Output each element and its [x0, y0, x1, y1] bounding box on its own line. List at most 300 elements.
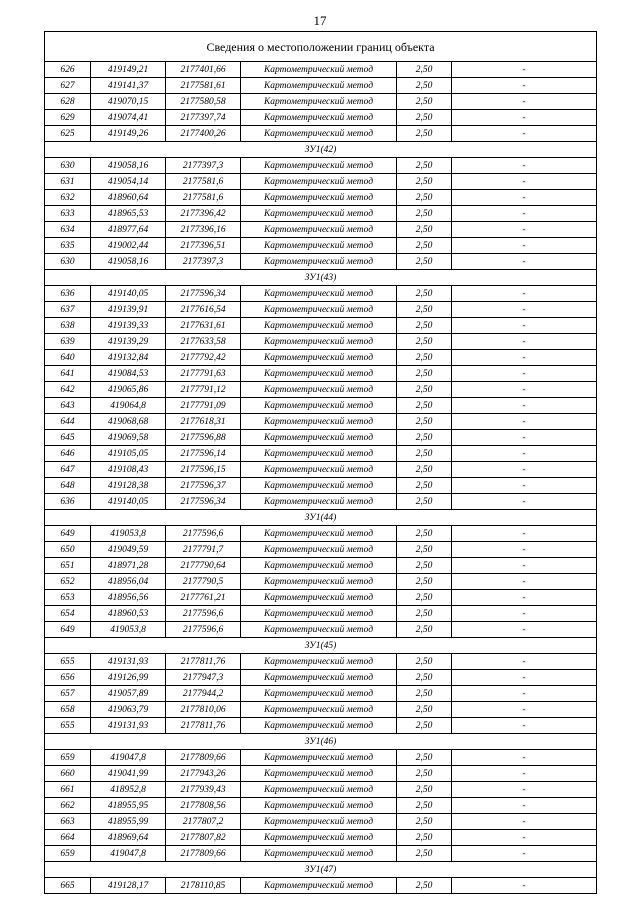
- table-row: [45, 254, 597, 270]
- point-number-cell: 656: [45, 670, 91, 686]
- method-cell: Картометрический метод: [241, 478, 397, 494]
- x-coordinate-cell: 418977,64: [91, 222, 166, 238]
- point-number-cell: 633: [45, 206, 91, 222]
- method-cell: Картометрический метод: [241, 718, 397, 734]
- section-row: [45, 142, 597, 158]
- y-coordinate-cell: 2177397,3: [166, 158, 241, 174]
- x-coordinate-cell: 419105,05: [91, 446, 166, 462]
- point-number-cell: 647: [45, 462, 91, 478]
- table-row: [45, 430, 597, 446]
- note-cell: -: [452, 686, 597, 702]
- x-coordinate-cell: 419065,86: [91, 382, 166, 398]
- table-row: [45, 110, 597, 126]
- x-coordinate-cell: 419128,17: [91, 878, 166, 894]
- x-coordinate-cell: 418971,28: [91, 558, 166, 574]
- table-row: [45, 238, 597, 254]
- x-coordinate-cell: 418955,99: [91, 814, 166, 830]
- accuracy-cell: 2,50: [397, 334, 452, 350]
- table-row: [45, 302, 597, 318]
- point-number-cell: 648: [45, 478, 91, 494]
- x-coordinate-cell: 418960,64: [91, 190, 166, 206]
- table-row: [45, 62, 597, 78]
- table-row: [45, 190, 597, 206]
- point-number-cell: 651: [45, 558, 91, 574]
- method-cell: Картометрический метод: [241, 462, 397, 478]
- method-cell: Картометрический метод: [241, 494, 397, 510]
- method-cell: Картометрический метод: [241, 334, 397, 350]
- accuracy-cell: 2,50: [397, 126, 452, 142]
- accuracy-cell: 2,50: [397, 654, 452, 670]
- accuracy-cell: 2,50: [397, 686, 452, 702]
- x-coordinate-cell: 419053,8: [91, 622, 166, 638]
- y-coordinate-cell: 2177581,6: [166, 190, 241, 206]
- method-cell: Картометрический метод: [241, 590, 397, 606]
- y-coordinate-cell: 2177596,34: [166, 494, 241, 510]
- point-number-cell: 641: [45, 366, 91, 382]
- table-row: [45, 174, 597, 190]
- point-number-cell: 634: [45, 222, 91, 238]
- x-coordinate-cell: 419139,91: [91, 302, 166, 318]
- method-cell: Картометрический метод: [241, 798, 397, 814]
- method-cell: Картометрический метод: [241, 654, 397, 670]
- accuracy-cell: 2,50: [397, 110, 452, 126]
- table-row: [45, 318, 597, 334]
- method-cell: Картометрический метод: [241, 318, 397, 334]
- table-title-row: [45, 32, 597, 62]
- note-cell: -: [452, 606, 597, 622]
- accuracy-cell: 2,50: [397, 622, 452, 638]
- x-coordinate-cell: 418969,64: [91, 830, 166, 846]
- method-cell: Картометрический метод: [241, 190, 397, 206]
- x-coordinate-cell: 419049,59: [91, 542, 166, 558]
- note-cell: -: [452, 798, 597, 814]
- y-coordinate-cell: 2177580,58: [166, 94, 241, 110]
- accuracy-cell: 2,50: [397, 62, 452, 78]
- y-coordinate-cell: 2177396,51: [166, 238, 241, 254]
- note-cell: -: [452, 430, 597, 446]
- table-row: [45, 366, 597, 382]
- y-coordinate-cell: 2177397,74: [166, 110, 241, 126]
- point-number-cell: 649: [45, 622, 91, 638]
- note-cell: -: [452, 558, 597, 574]
- note-cell: -: [452, 494, 597, 510]
- accuracy-cell: 2,50: [397, 846, 452, 862]
- point-number-cell: 636: [45, 494, 91, 510]
- point-number-cell: 625: [45, 126, 91, 142]
- accuracy-cell: 2,50: [397, 830, 452, 846]
- point-number-cell: 649: [45, 526, 91, 542]
- method-cell: Картометрический метод: [241, 78, 397, 94]
- y-coordinate-cell: 2177631,61: [166, 318, 241, 334]
- note-cell: -: [452, 830, 597, 846]
- point-number-cell: 646: [45, 446, 91, 462]
- table-row: [45, 558, 597, 574]
- table-row: [45, 766, 597, 782]
- table-row: [45, 750, 597, 766]
- method-cell: Картометрический метод: [241, 286, 397, 302]
- y-coordinate-cell: 2177596,37: [166, 478, 241, 494]
- point-number-cell: 631: [45, 174, 91, 190]
- page-number: 17: [313, 13, 327, 28]
- y-coordinate-cell: 2177947,3: [166, 670, 241, 686]
- x-coordinate-cell: 419053,8: [91, 526, 166, 542]
- y-coordinate-cell: 2177811,76: [166, 654, 241, 670]
- accuracy-cell: 2,50: [397, 190, 452, 206]
- y-coordinate-cell: 2177790,64: [166, 558, 241, 574]
- point-number-cell: 659: [45, 846, 91, 862]
- accuracy-cell: 2,50: [397, 238, 452, 254]
- accuracy-cell: 2,50: [397, 478, 452, 494]
- point-number-cell: 655: [45, 654, 91, 670]
- section-label: ЗУ1(47): [45, 862, 597, 878]
- method-cell: Картометрический метод: [241, 110, 397, 126]
- note-cell: -: [452, 318, 597, 334]
- accuracy-cell: 2,50: [397, 430, 452, 446]
- note-cell: -: [452, 542, 597, 558]
- point-number-cell: 654: [45, 606, 91, 622]
- accuracy-cell: 2,50: [397, 382, 452, 398]
- method-cell: Картометрический метод: [241, 830, 397, 846]
- accuracy-cell: 2,50: [397, 446, 452, 462]
- note-cell: -: [452, 126, 597, 142]
- point-number-cell: 660: [45, 766, 91, 782]
- accuracy-cell: 2,50: [397, 398, 452, 414]
- table-row: [45, 670, 597, 686]
- note-cell: -: [452, 206, 597, 222]
- table-row: [45, 526, 597, 542]
- table-row: [45, 782, 597, 798]
- table-row: [45, 542, 597, 558]
- x-coordinate-cell: 418956,04: [91, 574, 166, 590]
- point-number-cell: 659: [45, 750, 91, 766]
- y-coordinate-cell: 2177596,34: [166, 286, 241, 302]
- accuracy-cell: 2,50: [397, 526, 452, 542]
- point-number-cell: 637: [45, 302, 91, 318]
- section-label: ЗУ1(44): [45, 510, 597, 526]
- x-coordinate-cell: 419070,15: [91, 94, 166, 110]
- y-coordinate-cell: 2177807,82: [166, 830, 241, 846]
- section-row: [45, 510, 597, 526]
- table-row: [45, 350, 597, 366]
- y-coordinate-cell: 2177809,66: [166, 846, 241, 862]
- table-row: [45, 334, 597, 350]
- x-coordinate-cell: 419064,8: [91, 398, 166, 414]
- x-coordinate-cell: 419084,53: [91, 366, 166, 382]
- accuracy-cell: 2,50: [397, 814, 452, 830]
- y-coordinate-cell: 2177616,54: [166, 302, 241, 318]
- y-coordinate-cell: 2177791,63: [166, 366, 241, 382]
- note-cell: -: [452, 878, 597, 894]
- x-coordinate-cell: 419068,68: [91, 414, 166, 430]
- accuracy-cell: 2,50: [397, 318, 452, 334]
- y-coordinate-cell: 2177618,31: [166, 414, 241, 430]
- point-number-cell: 636: [45, 286, 91, 302]
- table-row: [45, 622, 597, 638]
- note-cell: -: [452, 622, 597, 638]
- section-label: ЗУ1(43): [45, 270, 597, 286]
- x-coordinate-cell: 419140,05: [91, 494, 166, 510]
- point-number-cell: 638: [45, 318, 91, 334]
- point-number-cell: 657: [45, 686, 91, 702]
- y-coordinate-cell: 2177807,2: [166, 814, 241, 830]
- x-coordinate-cell: 419139,29: [91, 334, 166, 350]
- method-cell: Картометрический метод: [241, 526, 397, 542]
- point-number-cell: 629: [45, 110, 91, 126]
- note-cell: -: [452, 718, 597, 734]
- note-cell: -: [452, 526, 597, 542]
- table-row: [45, 78, 597, 94]
- x-coordinate-cell: 419058,16: [91, 158, 166, 174]
- note-cell: -: [452, 750, 597, 766]
- y-coordinate-cell: 2177791,7: [166, 542, 241, 558]
- accuracy-cell: 2,50: [397, 766, 452, 782]
- y-coordinate-cell: 2177596,6: [166, 606, 241, 622]
- note-cell: -: [452, 302, 597, 318]
- table-row: [45, 478, 597, 494]
- point-number-cell: 658: [45, 702, 91, 718]
- y-coordinate-cell: 2177581,6: [166, 174, 241, 190]
- note-cell: -: [452, 334, 597, 350]
- x-coordinate-cell: 419054,14: [91, 174, 166, 190]
- accuracy-cell: 2,50: [397, 542, 452, 558]
- accuracy-cell: 2,50: [397, 254, 452, 270]
- y-coordinate-cell: 2177581,61: [166, 78, 241, 94]
- note-cell: -: [452, 350, 597, 366]
- section-label: ЗУ1(45): [45, 638, 597, 654]
- point-number-cell: 661: [45, 782, 91, 798]
- accuracy-cell: 2,50: [397, 174, 452, 190]
- y-coordinate-cell: 2177397,3: [166, 254, 241, 270]
- method-cell: Картометрический метод: [241, 222, 397, 238]
- table-row: [45, 702, 597, 718]
- note-cell: -: [452, 414, 597, 430]
- x-coordinate-cell: 418952,8: [91, 782, 166, 798]
- accuracy-cell: 2,50: [397, 798, 452, 814]
- accuracy-cell: 2,50: [397, 222, 452, 238]
- x-coordinate-cell: 418965,53: [91, 206, 166, 222]
- method-cell: Картометрический метод: [241, 558, 397, 574]
- x-coordinate-cell: 419069,58: [91, 430, 166, 446]
- table-row: [45, 606, 597, 622]
- note-cell: -: [452, 814, 597, 830]
- y-coordinate-cell: 2177943,26: [166, 766, 241, 782]
- boundary-coordinates-table: [44, 31, 597, 894]
- method-cell: Картометрический метод: [241, 94, 397, 110]
- point-number-cell: 643: [45, 398, 91, 414]
- x-coordinate-cell: 419108,43: [91, 462, 166, 478]
- accuracy-cell: 2,50: [397, 366, 452, 382]
- accuracy-cell: 2,50: [397, 670, 452, 686]
- y-coordinate-cell: 2177944,2: [166, 686, 241, 702]
- point-number-cell: 653: [45, 590, 91, 606]
- accuracy-cell: 2,50: [397, 462, 452, 478]
- x-coordinate-cell: 419057,89: [91, 686, 166, 702]
- y-coordinate-cell: 2177596,6: [166, 622, 241, 638]
- point-number-cell: 627: [45, 78, 91, 94]
- accuracy-cell: 2,50: [397, 494, 452, 510]
- x-coordinate-cell: 419131,93: [91, 654, 166, 670]
- point-number-cell: 644: [45, 414, 91, 430]
- method-cell: Картометрический метод: [241, 846, 397, 862]
- method-cell: Картометрический метод: [241, 414, 397, 430]
- point-number-cell: 632: [45, 190, 91, 206]
- method-cell: Картометрический метод: [241, 702, 397, 718]
- table-row: [45, 446, 597, 462]
- note-cell: -: [452, 222, 597, 238]
- table-row: [45, 126, 597, 142]
- point-number-cell: 665: [45, 878, 91, 894]
- note-cell: -: [452, 654, 597, 670]
- point-number-cell: 630: [45, 254, 91, 270]
- y-coordinate-cell: 2177761,21: [166, 590, 241, 606]
- y-coordinate-cell: 2177790,5: [166, 574, 241, 590]
- method-cell: Картометрический метод: [241, 686, 397, 702]
- x-coordinate-cell: 419128,38: [91, 478, 166, 494]
- table-row: [45, 718, 597, 734]
- point-number-cell: 645: [45, 430, 91, 446]
- accuracy-cell: 2,50: [397, 718, 452, 734]
- method-cell: Картометрический метод: [241, 814, 397, 830]
- point-number-cell: 652: [45, 574, 91, 590]
- accuracy-cell: 2,50: [397, 878, 452, 894]
- section-row: [45, 270, 597, 286]
- y-coordinate-cell: 2177596,15: [166, 462, 241, 478]
- table-row: [45, 158, 597, 174]
- point-number-cell: 640: [45, 350, 91, 366]
- method-cell: Картометрический метод: [241, 238, 397, 254]
- note-cell: -: [452, 702, 597, 718]
- table-row: [45, 814, 597, 830]
- note-cell: -: [452, 766, 597, 782]
- table-row: [45, 286, 597, 302]
- section-label: ЗУ1(46): [45, 734, 597, 750]
- method-cell: Картометрический метод: [241, 398, 397, 414]
- table-row: [45, 846, 597, 862]
- y-coordinate-cell: 2177400,26: [166, 126, 241, 142]
- x-coordinate-cell: 419149,26: [91, 126, 166, 142]
- y-coordinate-cell: 2177633,58: [166, 334, 241, 350]
- x-coordinate-cell: 418956,56: [91, 590, 166, 606]
- note-cell: -: [452, 574, 597, 590]
- method-cell: Картометрический метод: [241, 574, 397, 590]
- method-cell: Картометрический метод: [241, 382, 397, 398]
- accuracy-cell: 2,50: [397, 574, 452, 590]
- method-cell: Картометрический метод: [241, 126, 397, 142]
- note-cell: -: [452, 254, 597, 270]
- table-row: [45, 382, 597, 398]
- accuracy-cell: 2,50: [397, 206, 452, 222]
- x-coordinate-cell: 418960,53: [91, 606, 166, 622]
- note-cell: -: [452, 478, 597, 494]
- section-row: [45, 862, 597, 878]
- accuracy-cell: 2,50: [397, 286, 452, 302]
- x-coordinate-cell: 419132,84: [91, 350, 166, 366]
- y-coordinate-cell: 2177810,06: [166, 702, 241, 718]
- note-cell: -: [452, 462, 597, 478]
- y-coordinate-cell: 2178110,85: [166, 878, 241, 894]
- table-row: [45, 574, 597, 590]
- accuracy-cell: 2,50: [397, 350, 452, 366]
- section-row: [45, 638, 597, 654]
- accuracy-cell: 2,50: [397, 702, 452, 718]
- note-cell: -: [452, 590, 597, 606]
- method-cell: Картометрический метод: [241, 622, 397, 638]
- method-cell: Картометрический метод: [241, 158, 397, 174]
- x-coordinate-cell: 419074,41: [91, 110, 166, 126]
- table-body: [45, 32, 597, 894]
- method-cell: Картометрический метод: [241, 446, 397, 462]
- point-number-cell: 662: [45, 798, 91, 814]
- table-row: [45, 462, 597, 478]
- table-row: [45, 206, 597, 222]
- table-row: [45, 494, 597, 510]
- note-cell: -: [452, 846, 597, 862]
- y-coordinate-cell: 2177809,66: [166, 750, 241, 766]
- method-cell: Картометрический метод: [241, 174, 397, 190]
- section-row: [45, 734, 597, 750]
- note-cell: -: [452, 190, 597, 206]
- table-row: [45, 878, 597, 894]
- y-coordinate-cell: 2177401,66: [166, 62, 241, 78]
- x-coordinate-cell: 419041,99: [91, 766, 166, 782]
- x-coordinate-cell: 419126,99: [91, 670, 166, 686]
- method-cell: Картометрический метод: [241, 750, 397, 766]
- note-cell: -: [452, 62, 597, 78]
- method-cell: Картометрический метод: [241, 62, 397, 78]
- table-row: [45, 590, 597, 606]
- method-cell: Картометрический метод: [241, 766, 397, 782]
- x-coordinate-cell: 419047,8: [91, 846, 166, 862]
- table-row: [45, 94, 597, 110]
- x-coordinate-cell: 419140,05: [91, 286, 166, 302]
- note-cell: -: [452, 670, 597, 686]
- y-coordinate-cell: 2177596,14: [166, 446, 241, 462]
- x-coordinate-cell: 419058,16: [91, 254, 166, 270]
- accuracy-cell: 2,50: [397, 782, 452, 798]
- table-row: [45, 798, 597, 814]
- note-cell: -: [452, 366, 597, 382]
- method-cell: Картометрический метод: [241, 430, 397, 446]
- method-cell: Картометрический метод: [241, 254, 397, 270]
- accuracy-cell: 2,50: [397, 158, 452, 174]
- y-coordinate-cell: 2177396,42: [166, 206, 241, 222]
- accuracy-cell: 2,50: [397, 606, 452, 622]
- x-coordinate-cell: 419047,8: [91, 750, 166, 766]
- y-coordinate-cell: 2177811,76: [166, 718, 241, 734]
- y-coordinate-cell: 2177596,88: [166, 430, 241, 446]
- x-coordinate-cell: 418955,95: [91, 798, 166, 814]
- y-coordinate-cell: 2177396,16: [166, 222, 241, 238]
- point-number-cell: 655: [45, 718, 91, 734]
- point-number-cell: 628: [45, 94, 91, 110]
- note-cell: -: [452, 446, 597, 462]
- point-number-cell: 639: [45, 334, 91, 350]
- note-cell: -: [452, 286, 597, 302]
- table-row: [45, 398, 597, 414]
- note-cell: -: [452, 238, 597, 254]
- accuracy-cell: 2,50: [397, 78, 452, 94]
- accuracy-cell: 2,50: [397, 558, 452, 574]
- method-cell: Картометрический метод: [241, 782, 397, 798]
- section-label: ЗУ1(42): [45, 142, 597, 158]
- note-cell: -: [452, 174, 597, 190]
- x-coordinate-cell: 419002,44: [91, 238, 166, 254]
- accuracy-cell: 2,50: [397, 302, 452, 318]
- y-coordinate-cell: 2177596,6: [166, 526, 241, 542]
- note-cell: -: [452, 398, 597, 414]
- accuracy-cell: 2,50: [397, 750, 452, 766]
- x-coordinate-cell: 419149,21: [91, 62, 166, 78]
